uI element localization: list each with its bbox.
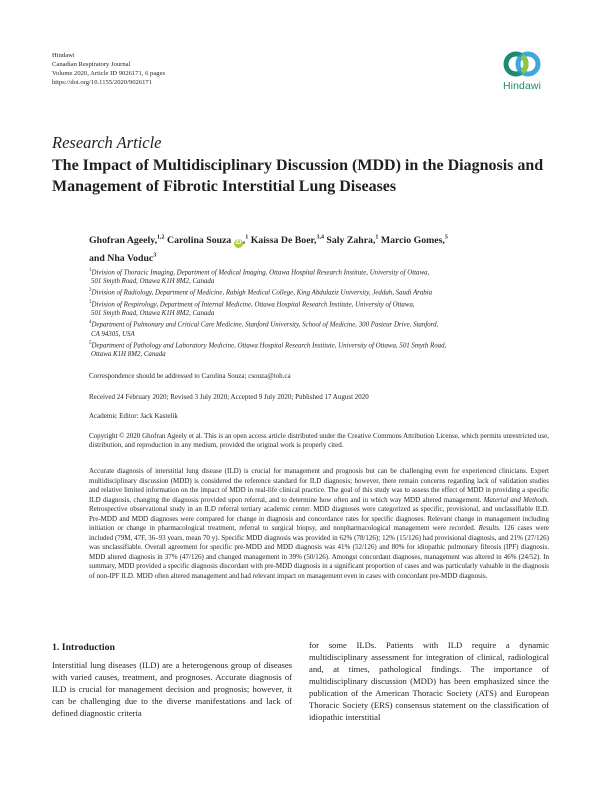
affiliation: $^2$Division of Radiology, Department of Medicine, Rabigh Medical College, King Abdulaziz University, Jeddah, Saudi Arabia	[89, 288, 433, 297]
affiliation: $^3$Division of Respirology, Department of Internal Medicine, Ottawa Hospital Research Institute, University of Ottawa, 501 Smyth Road, Ottawa K1H 8M2, Canada	[89, 299, 415, 318]
publication-dates: Received 24 February 2020; Revised 3 July 2020; Accepted 9 July 2020; Published 17 August 2020	[89, 393, 369, 401]
author[interactable]: Ghofran Ageely,$^{1,2}$	[89, 235, 165, 247]
journal-name: Canadian Respiratory Journal	[52, 60, 131, 68]
abstract: Accurate diagnosis of interstitial lung disease (ILD) is crucial for management and prognosis but can be challenging even for experienced clinicians. Expert multidisciplinary discussion (MDD) is considered the reference standard for ILD diagnosis; however, there remain concerns regarding lack of validation studies and relative limited information on the impact of MDD in real-life clinical practice. The goal of this study was to assess the effect of MDD in providing a specific ILD diagnosis, changing the diagnosis provided upon referral, and to determine how often and in which way MDD altered management. Material and Methods. Retrospective observational study in an ILD referral tertiary academic center. MDD diagnoses were categorized as specific, provisional, and unclassifiable ILD. Pre-MDD and MDD diagnoses were compared for change in diagnosis and concordance rates for specific diagnoses. Relevant change in management including initiation or change in pharmacological treatment, referral to surgical biopsy, and nonpharmacological management were recorded. Results. 126 cases were included (79M, 47F, 36–93 years, mean 70 y). Specific MDD diagnosis was provided in 62% (78/126); 12% (15/126) had provisional diagnosis, and 21% (27/126) was unclassifiable. Overall agreement for specific pre-MDD and MDD diagnosis was 41% (52/126) and 80% for idiopathic pulmonary fibrosis (IPF) diagnosis. MDD altered diagnosis in 37% (47/126) and changed management in 39% (50/126). Amongst concordant diagnoses, management was altered in 46% (24/52). In summary, MDD provided a specific diagnosis discordant with pre-MDD diagnosis in a significant proportion of cases and was particularly valuable in the diagnosis of non-IPF ILD. MDD often altered management and had relevant impact on management even in cases with concordant pre-MDD diagnosis.	[89, 467, 550, 580]
affiliation: $^4$Department of Pulmonary and Critical Care Medicine, Stanford University, School of Medicine, 300 Pasteur Drive, Stanford, CA 94305, USA	[89, 320, 439, 338]
logo-text: Hindawi	[502, 80, 542, 92]
abstract-label-methods: Material and Methods.	[483, 495, 549, 504]
article-type: Research Article	[52, 133, 162, 152]
author-list	[89, 231, 539, 266]
author[interactable]: Marcio Gomes,$^5$	[380, 235, 448, 247]
author[interactable]: Kaissa De Boer,$^{3,4}$	[250, 235, 324, 247]
section-heading-introduction: 1. Introduction	[52, 642, 115, 653]
journal-doi[interactable]: https://doi.org/10.1155/2020/9026171	[52, 78, 153, 86]
body-text-left-column: Interstitial lung diseases (ILD) are a heterogenous group of diseases with varied causes, treatment, and prognoses. Accurate diagnosis of ILD is crucial for management decision and prognosis; however, it can be challenging due to the diverse manifestations and lack of defined diagnostic criteria	[52, 660, 292, 718]
orcid-icon[interactable]: iD	[235, 240, 242, 247]
affiliation: $^1$Division of Thoracic Imaging, Department of Medical Imaging, Ottawa Hospital Research Institute, University of Ottawa, 501 Smyth Road, Ottawa K1H 8M2, Canada	[89, 268, 430, 286]
correspondence: Correspondence should be addressed to Carolina Souza; csouza@toh.ca	[89, 372, 291, 380]
hindawi-logo-icon	[502, 48, 542, 80]
article-title: The Impact of Multidisciplinary Discussion (MDD) in the Diagnosis and Management of Fibrotic Interstitial Lung Diseases	[52, 157, 544, 195]
academic-editor: Academic Editor: Jack Kastelik	[89, 412, 178, 420]
body-text-right-column: for some ILDs. Patients with ILD require a dynamic multidisciplinary assessment for integration of clinical, radiological and, at times, pathological findings. The importance of multidisciplinary discussion (MDD) has been emphasized since the publication of the American Thoracic Society (ATS) and European Thoracic Society (ERS) consensus statement on the classification of idiopathic interstitial	[309, 640, 549, 722]
affiliations	[89, 266, 549, 359]
author[interactable]: and Nha Voduc$^3$	[89, 252, 157, 264]
copyright-notice: Copyright © 2020 Ghofran Ageely et al. This is an open access article distributed under the Creative Commons Attribution License, which permits unrestricted use, distribution, and reproduction in any medium, provided the original work is properly cited.	[89, 432, 549, 450]
affiliation: $^5$Department of Pathology and Laboratory Medicine, Ottawa Hospital Research Institute, University of Ottawa, 501 Smyth Road, Ottawa K1H 8M2, Canada	[89, 340, 447, 359]
journal-info	[52, 52, 165, 88]
author[interactable]: Saly Zahra,$^1$	[326, 235, 379, 247]
author[interactable]: Carolina Souza iD ,$^1$	[167, 235, 249, 247]
journal-volume: Volume 2020, Article ID 9026171, 6 pages	[52, 69, 166, 77]
abstract-label-results: Results.	[478, 524, 501, 532]
publisher-logo[interactable]	[496, 48, 548, 92]
journal-publisher: Hindawi	[52, 52, 75, 59]
